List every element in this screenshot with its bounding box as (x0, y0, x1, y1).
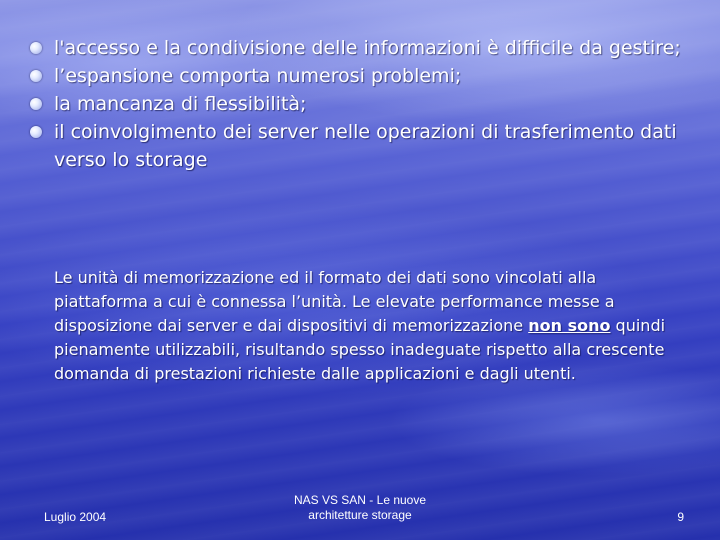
bullet-list (28, 34, 688, 174)
body-paragraph (54, 266, 666, 386)
paragraph-text-end: quindi pienamente utilizzabili, risultando spesso inadeguate rispetto alla crescente domanda di prestazioni richieste dalle applicazioni e dagli utenti. (54, 316, 666, 383)
bullet-text: l’espansione comporta numerosi problemi; (54, 65, 462, 87)
bullet-icon (30, 126, 42, 138)
footer-date: Luglio 2004 (44, 510, 107, 524)
bullet-text: la mancanza di flessibilità; (54, 93, 307, 115)
bullet-icon (30, 98, 42, 110)
bullet-item (28, 34, 688, 62)
bullet-item (28, 90, 688, 118)
bullet-icon (30, 42, 42, 54)
footer-title (260, 493, 460, 523)
page-number: 9 (677, 510, 684, 524)
footer-title-line1: NAS VS SAN - Le nuove (293, 493, 427, 507)
bullet-item (28, 118, 688, 174)
paragraph-text-start: Le unità di memorizzazione ed il formato dei dati sono vincolati alla piattaforma a cui è connessa l’unità. Le elevate performance messe a disposizione dai server e dai dispositivi di memorizzazione (54, 268, 615, 335)
bullet-text: il coinvolgimento dei server nelle operazioni di trasferimento dati verso lo storage (54, 121, 677, 171)
bullet-item (28, 62, 688, 90)
paragraph-emphasis: non sono (528, 316, 611, 335)
footer-title-line2: architetture storage (308, 508, 412, 522)
bullet-icon (30, 70, 42, 82)
bullet-text: l'accesso e la condivisione delle informazioni è difficile da gestire; (54, 37, 681, 59)
